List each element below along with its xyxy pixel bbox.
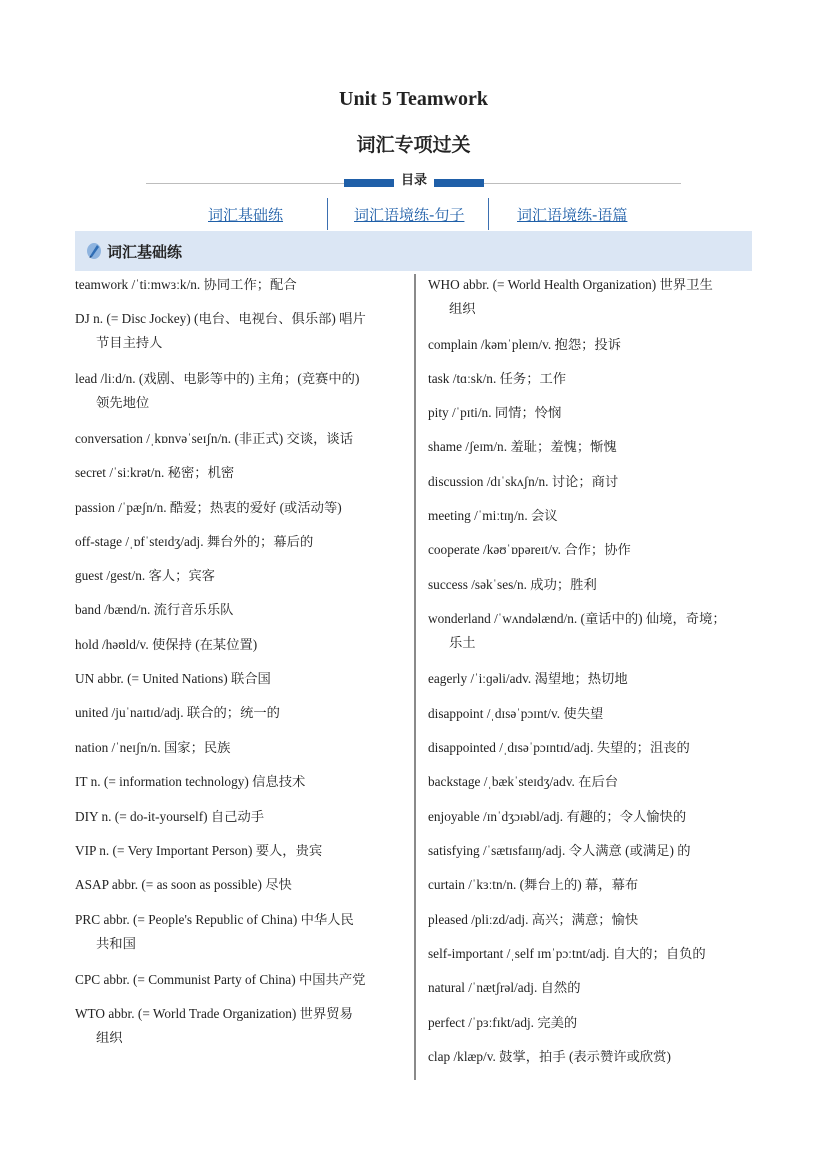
vocab-entry-text: disappoint /ˌdɪsəˈpɔɪnt/v. 使失望 bbox=[428, 706, 604, 721]
document-title: Unit 5 Teamwork bbox=[339, 88, 488, 110]
vocab-entry bbox=[428, 333, 758, 357]
vocab-entry bbox=[428, 273, 758, 321]
vocab-entry bbox=[428, 573, 758, 597]
vocab-entry bbox=[75, 598, 410, 622]
vocab-entry-text: backstage /ˌbækˈsteɪdʒ/adv. 在后台 bbox=[428, 774, 619, 789]
vocab-entry bbox=[75, 701, 410, 725]
vocab-entry bbox=[428, 504, 758, 528]
document-subtitle: 词汇专项过关 bbox=[356, 134, 471, 156]
toc-separator bbox=[488, 198, 489, 230]
toc-separator bbox=[327, 198, 328, 230]
vocab-entry-text: discussion /dɪˈskʌʃn/n. 讨论；商讨 bbox=[428, 474, 619, 489]
toc-link-basic[interactable]: 词汇基础练 bbox=[208, 206, 284, 224]
vocab-entry-text: band /bænd/n. 流行音乐乐队 bbox=[75, 602, 234, 617]
vocab-entry-text: complain /kəmˈpleɪn/v. 抱怨；投诉 bbox=[428, 337, 622, 352]
vocab-entry-text: teamwork /ˈtiːmwɜːk/n. 协同工作；配合 bbox=[75, 277, 297, 292]
vocab-entry-continuation: 共和国 bbox=[96, 936, 136, 951]
vocab-entry bbox=[75, 770, 410, 794]
vocab-entry-text: pleased /pliːzd/adj. 高兴；满意；愉快 bbox=[428, 912, 639, 927]
vocab-entry bbox=[75, 968, 410, 992]
vocab-entry bbox=[75, 1002, 410, 1050]
vocab-entry bbox=[428, 435, 758, 459]
vocab-entry-text: success /səkˈses/n. 成功；胜利 bbox=[428, 577, 597, 592]
vocab-entry-text: UN abbr. (= United Nations) 联合国 bbox=[75, 671, 271, 686]
vocab-entry bbox=[428, 805, 758, 829]
vocab-entry-text: cooperate /kəʊˈɒpəreɪt/v. 合作；协作 bbox=[428, 542, 631, 557]
vocab-entry bbox=[428, 1011, 758, 1035]
vocab-entry bbox=[428, 538, 758, 562]
vocab-entry bbox=[75, 367, 410, 415]
vocab-entry bbox=[428, 667, 758, 691]
vocab-entry-text: perfect /ˈpɜːfɪkt/adj. 完美的 bbox=[428, 1015, 578, 1030]
vocab-entry bbox=[75, 564, 410, 588]
vocab-entry bbox=[428, 942, 758, 966]
vocab-entry-text: self-important /ˌself ɪmˈpɔːtnt/adj. 自大的；自负的 bbox=[428, 946, 706, 961]
vocab-entry bbox=[428, 873, 758, 897]
vocab-entry-text: PRC abbr. (= People's Republic of China) 中华人民 bbox=[75, 912, 354, 927]
vocab-entry-text: passion /ˈpæʃn/n. 酷爱；热衷的爱好 (或活动等) bbox=[75, 500, 342, 515]
vocab-entry-text: lead /liːd/n. (戏剧、电影等中的) 主角；(竞赛中的) bbox=[75, 371, 360, 386]
vocab-entry bbox=[75, 908, 410, 956]
vocab-entry-text: curtain /ˈkɜːtn/n. (舞台上的) 幕，幕布 bbox=[428, 877, 639, 892]
vocab-entry bbox=[75, 530, 410, 554]
vocab-entry-text: guest /gest/n. 客人；宾客 bbox=[75, 568, 215, 583]
toc-link-sentence[interactable]: 词汇语境练-句子 bbox=[354, 206, 465, 224]
section-title: 词汇基础练 bbox=[107, 243, 183, 261]
vocab-entry bbox=[75, 427, 410, 451]
vocab-entry-text: DJ n. (= Disc Jockey) (电台、电视台、俱乐部) 唱片 bbox=[75, 311, 366, 326]
vocab-entry bbox=[75, 736, 410, 760]
vocab-entry-text: task /tɑːsk/n. 任务；工作 bbox=[428, 371, 567, 386]
vocab-entry-continuation: 组织 bbox=[96, 1030, 123, 1045]
vocab-entry bbox=[428, 839, 758, 863]
vocab-entry bbox=[75, 873, 410, 897]
section-header bbox=[75, 231, 752, 271]
vocab-entry-text: ASAP abbr. (= as soon as possible) 尽快 bbox=[75, 877, 292, 892]
vocab-entry bbox=[428, 470, 758, 494]
vocab-entry-text: hold /həʊld/v. 使保持 (在某位置) bbox=[75, 637, 258, 652]
vocab-entry-text: disappointed /ˌdɪsəˈpɔɪntɪd/adj. 失望的；沮丧的 bbox=[428, 740, 690, 755]
vocab-entry bbox=[428, 736, 758, 760]
vocab-entry-text: VIP n. (= Very Important Person) 要人，贵宾 bbox=[75, 843, 323, 858]
vocab-entry bbox=[428, 401, 758, 425]
vocab-entry bbox=[75, 273, 410, 297]
vocab-entry-text: satisfying /ˈsætɪsfaɪɪŋ/adj. 令人满意 (或满足) 的 bbox=[428, 843, 691, 858]
vocab-entry-text: nation /ˈneɪʃn/n. 国家；民族 bbox=[75, 740, 231, 755]
vocab-entry-text: eagerly /ˈiːɡəli/adv. 渴望地；热切地 bbox=[428, 671, 628, 686]
vocab-entry bbox=[428, 976, 758, 1000]
pencil-icon bbox=[86, 242, 102, 260]
vocab-entry-continuation: 领先地位 bbox=[96, 395, 150, 410]
vocab-entry-text: secret /ˈsiːkrət/n. 秘密；机密 bbox=[75, 465, 235, 480]
vocab-entry-text: pity /ˈpɪti/n. 同情；怜悯 bbox=[428, 405, 562, 420]
vocab-entry-text: enjoyable /ɪnˈdʒɔɪəbl/adj. 有趣的；令人愉快的 bbox=[428, 809, 687, 824]
vocab-entry-continuation: 节目主持人 bbox=[96, 335, 163, 350]
vocab-entry bbox=[75, 805, 410, 829]
vocab-entry-text: united /juˈnaɪtɪd/adj. 联合的；统一的 bbox=[75, 705, 280, 720]
vocab-entry-text: off-stage /ˌɒfˈsteɪdʒ/adj. 舞台外的；幕后的 bbox=[75, 534, 314, 549]
vocab-entry-text: meeting /ˈmiːtɪŋ/n. 会议 bbox=[428, 508, 558, 523]
vocab-entry-text: CPC abbr. (= Communist Party of China) 中国共产党 bbox=[75, 972, 366, 987]
vocab-entry bbox=[428, 1045, 758, 1069]
vocab-entry bbox=[75, 667, 410, 691]
vocab-entry bbox=[428, 770, 758, 794]
column-divider bbox=[414, 274, 416, 1080]
vocab-entry-text: natural /ˈnætʃrəl/adj. 自然的 bbox=[428, 980, 581, 995]
toc-label: 目录 bbox=[394, 172, 434, 190]
vocab-entry bbox=[428, 367, 758, 391]
vocab-entry bbox=[428, 908, 758, 932]
vocab-entry bbox=[75, 633, 410, 657]
vocab-entry bbox=[428, 607, 758, 655]
vocab-entry-continuation: 乐土 bbox=[449, 635, 476, 650]
vocab-entry bbox=[75, 461, 410, 485]
vocab-entry bbox=[75, 839, 410, 863]
vocab-entry-continuation: 组织 bbox=[449, 301, 476, 316]
vocab-entry-text: WTO abbr. (= World Trade Organization) 世界贸易 bbox=[75, 1006, 353, 1021]
vocab-entry bbox=[75, 496, 410, 520]
vocab-entry-text: conversation /ˌkɒnvəˈseɪʃn/n. (非正式) 交谈，谈话 bbox=[75, 431, 354, 446]
vocab-entry-text: clap /klæp/v. 鼓掌，拍手 (表示赞许或欣赏) bbox=[428, 1049, 671, 1064]
vocab-entry-text: shame /ʃeɪm/n. 羞耻；羞愧；惭愧 bbox=[428, 439, 617, 454]
vocab-entry bbox=[75, 307, 410, 355]
toc-link-passage[interactable]: 词汇语境练-语篇 bbox=[517, 206, 628, 224]
vocab-entry-text: IT n. (= information technology) 信息技术 bbox=[75, 774, 306, 789]
toc-links bbox=[180, 198, 650, 230]
vocab-entry-text: WHO abbr. (= World Health Organization) 世界卫生 bbox=[428, 277, 713, 292]
vocab-entry-text: wonderland /ˈwʌndəlænd/n. (童话中的) 仙境，奇境； bbox=[428, 611, 726, 626]
vocab-entry bbox=[428, 702, 758, 726]
vocab-entry-text: DIY n. (= do-it-yourself) 自己动手 bbox=[75, 809, 265, 824]
